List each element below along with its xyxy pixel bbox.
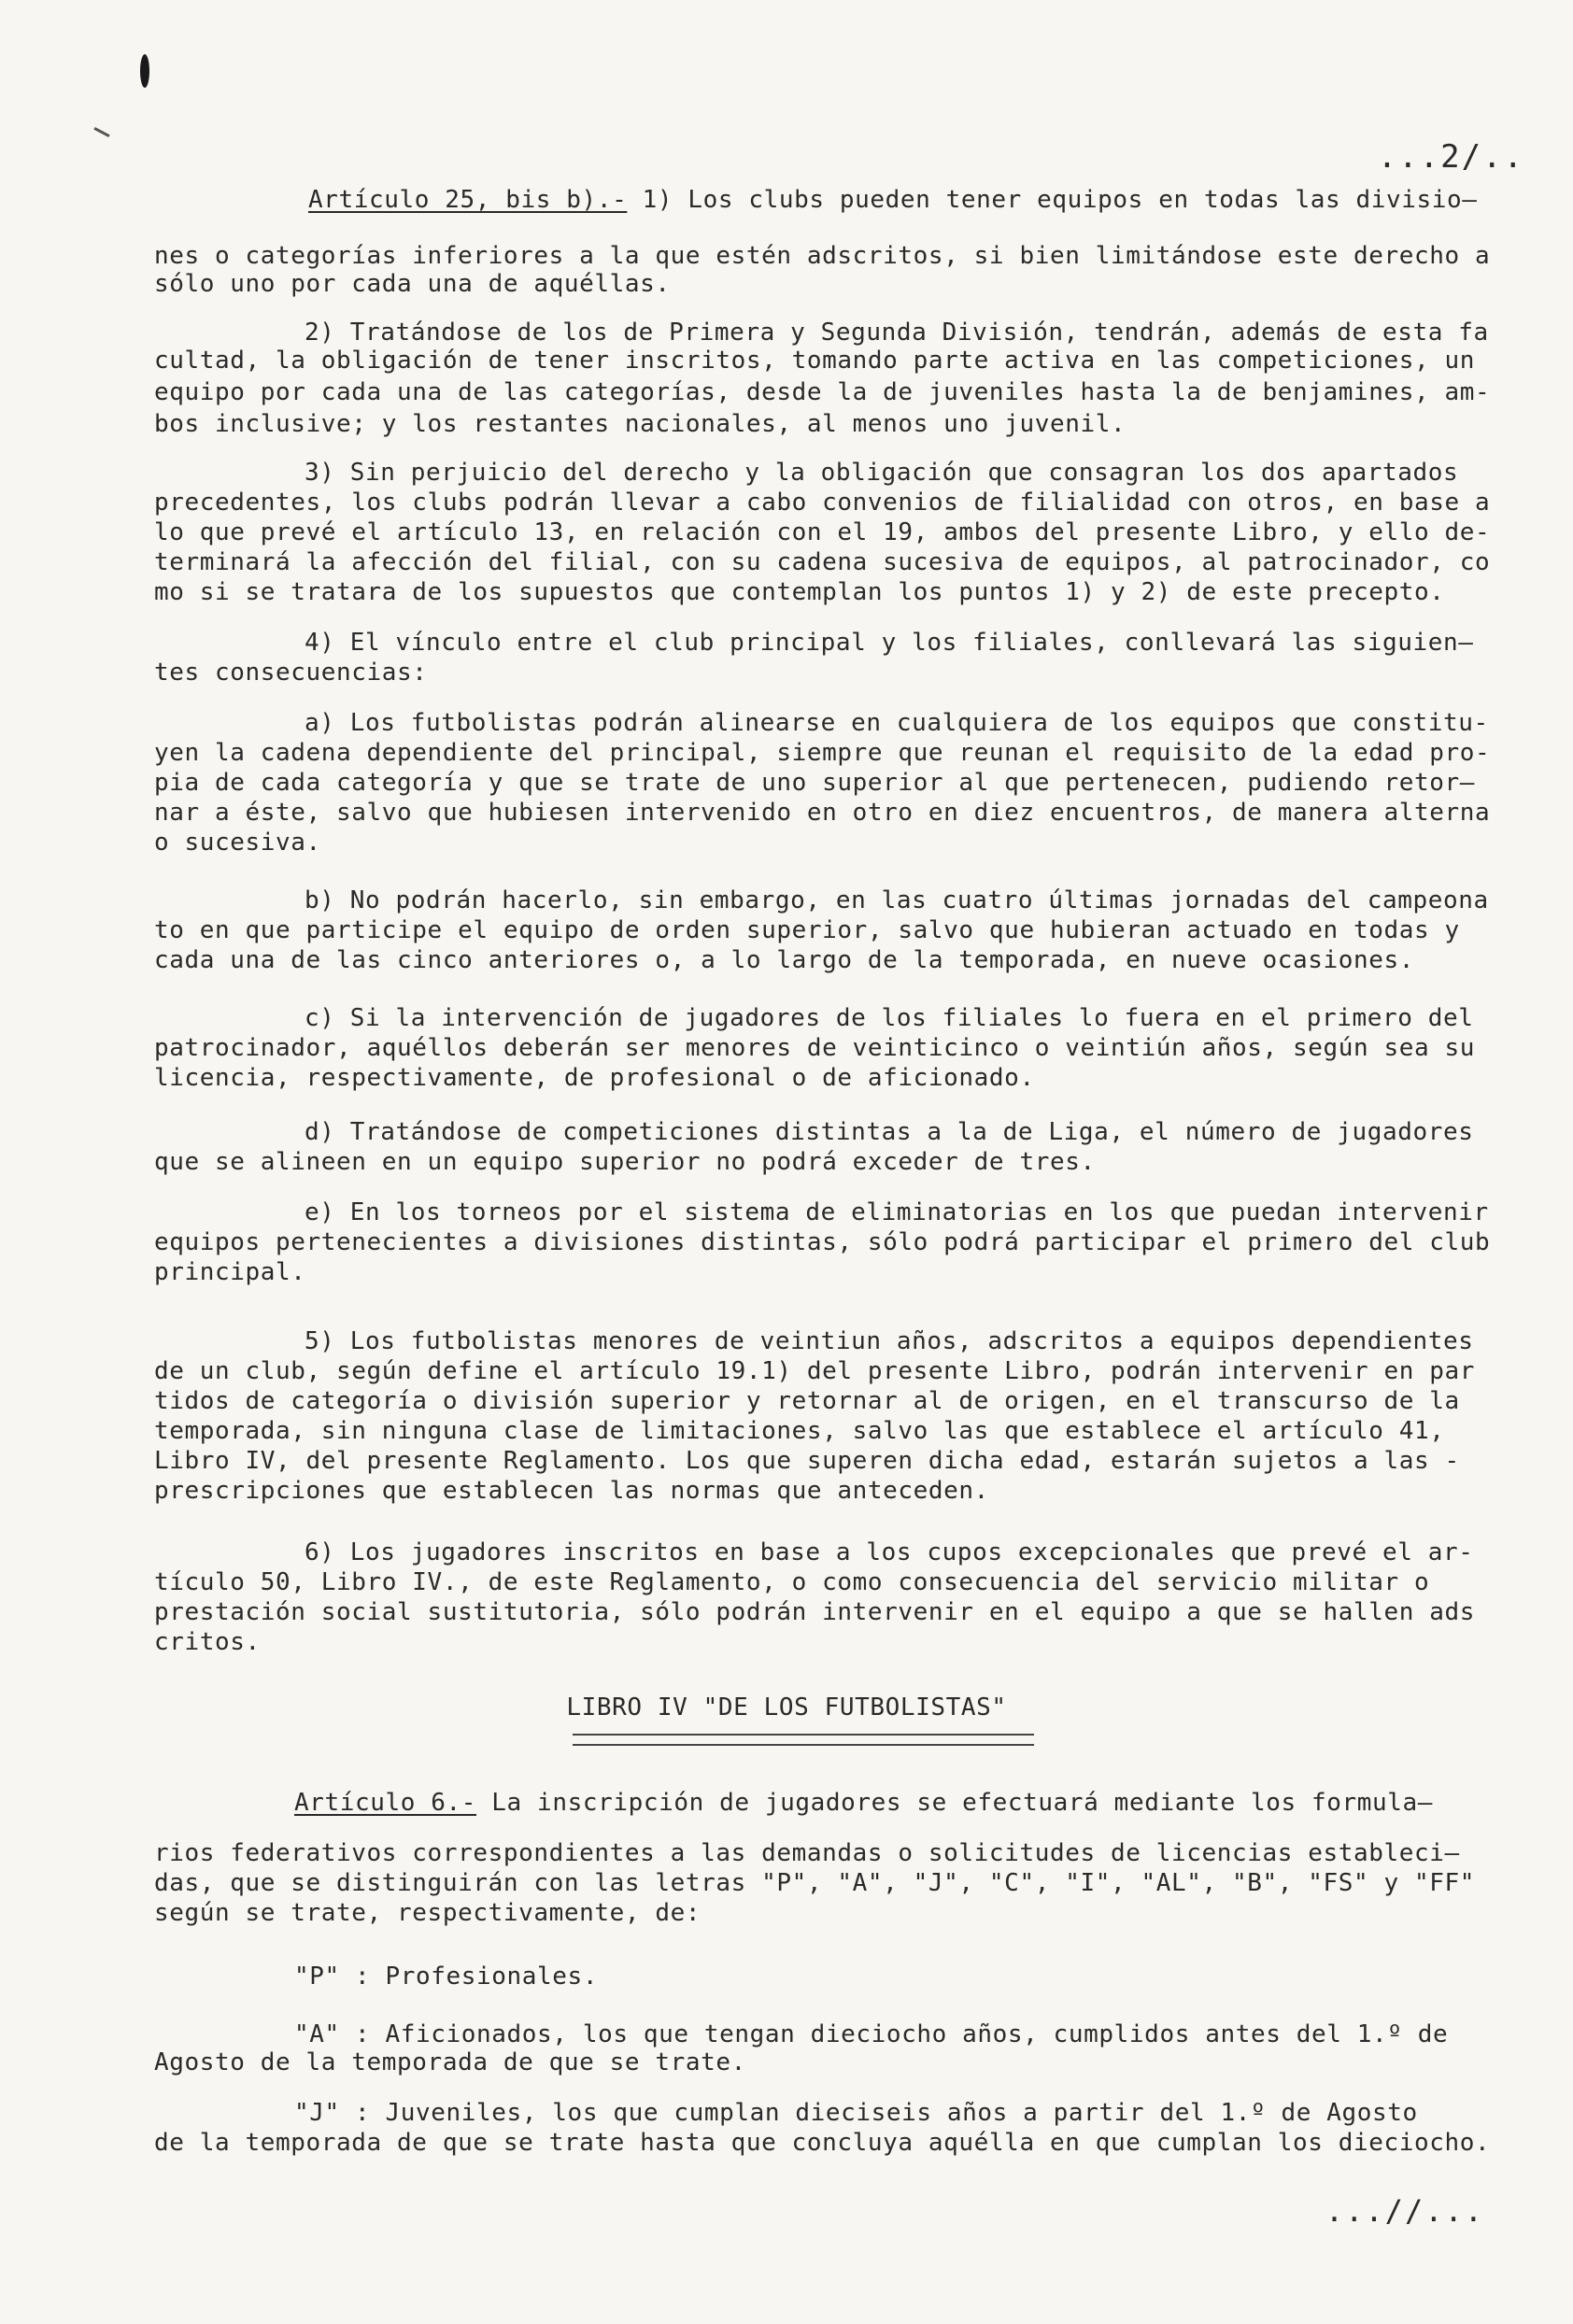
- text-line: de la temporada de que se trate hasta que concluya aquélla en que cumplan los dieciocho.: [154, 2129, 1491, 2157]
- text-line: o sucesiva.: [154, 829, 321, 857]
- text-line: 6) Los jugadores inscritos en base a los cupos excepcionales que prevé el ar-: [305, 1538, 1474, 1566]
- definition-line: "J" : Juveniles, los que cumplan dieciseis años a partir del 1.º de Agosto: [294, 2099, 1418, 2127]
- text-line: 5) Los futbolistas menores de veintiun años, adscritos a equipos dependientes: [305, 1327, 1474, 1355]
- text-line: tidos de categoría o división superior y retornar al de origen, en el transcurso de la: [154, 1387, 1460, 1415]
- page-marker: ...2/..: [1377, 138, 1524, 176]
- text-line: cultad, la obligación de tener inscritos, tomando parte activa en las competiciones, un: [154, 347, 1476, 375]
- heading-double-underline: [573, 1734, 1034, 1746]
- continuation-marker: ...//...: [1325, 2193, 1484, 2229]
- text-line: de un club, según define el artículo 19.1) del presente Libro, podrán intervenir en par: [154, 1357, 1476, 1385]
- definition-line: "A" : Aficionados, los que tengan dieciocho años, cumplidos antes del 1.º de: [294, 2020, 1449, 2048]
- text-line: d) Tratándose de competiciones distintas a la de Liga, el número de jugadores: [305, 1118, 1474, 1146]
- text-line: sólo uno por cada una de aquéllas.: [154, 270, 671, 298]
- text-line: precedentes, los clubs podrán llevar a cabo convenios de filialidad con otros, en base a: [154, 489, 1491, 517]
- article-6-title: Artículo 6.-: [294, 1789, 477, 1817]
- text-line: Libro IV, del presente Reglamento. Los que superen dicha edad, estarán sujetos a las -: [154, 1447, 1460, 1475]
- article-25-first-line: [308, 185, 1523, 215]
- text-line: nes o categorías inferiores a la que estén adscritos, si bien limitándose este derecho a: [154, 242, 1491, 270]
- text-line: lo que prevé el artículo 13, en relación con el 19, ambos del presente Libro, y ello de-: [154, 518, 1491, 546]
- text-line: nar a éste, salvo que hubiesen intervenido en otro en diez encuentros, de manera alterna: [154, 799, 1491, 827]
- definition-line: "P" : Profesionales.: [294, 1963, 599, 1991]
- text-line: temporada, sin ninguna clase de limitaciones, salvo las que establece el artículo 41,: [154, 1417, 1445, 1445]
- article-6-first-line: [294, 1788, 1518, 1818]
- text-line: equipo por cada una de las categorías, desde la de juveniles hasta la de benjamines, am-: [154, 378, 1491, 406]
- text-line: equipos pertenecientes a divisiones distintas, sólo podrá participar el primero del club: [154, 1228, 1491, 1256]
- text-line: 4) El vínculo entre el club principal y los filiales, conllevará las siguien—: [305, 629, 1474, 657]
- text-line: patrocinador, aquéllos deberán ser menores de veinticinco o veintiún años, según sea su: [154, 1034, 1476, 1062]
- text-line: tículo 50, Libro IV., de este Reglamento, o como consecuencia del servicio militar o: [154, 1568, 1430, 1596]
- text-line: c) Si la intervención de jugadores de los filiales lo fuera en el primero del: [305, 1004, 1474, 1032]
- text-line: cada una de las cinco anteriores o, a lo largo de la temporada, en nueve ocasiones.: [154, 946, 1415, 974]
- text-line: licencia, respectivamente, de profesional o de aficionado.: [154, 1064, 1035, 1092]
- text-line: que se alineen en un equipo superior no podrá exceder de tres.: [154, 1148, 1096, 1176]
- ink-mark: [93, 127, 109, 137]
- text-line: b) No podrán hacerlo, sin embargo, en las cuatro últimas jornadas del campeona: [305, 886, 1489, 914]
- text-line: yen la cadena dependiente del principal, siempre que reunan el requisito de la edad pro-: [154, 739, 1491, 767]
- text-line: mo si se tratara de los supuestos que contemplan los puntos 1) y 2) de este precepto.: [154, 578, 1445, 606]
- text-line: bos inclusive; y los restantes nacionales, al menos uno juvenil.: [154, 410, 1127, 438]
- text-line: 1) Los clubs pueden tener equipos en todas las divisio—: [627, 186, 1478, 214]
- text-line: pia de cada categoría y que se trate de uno superior al que pertenecen, pudiendo retor—: [154, 769, 1476, 797]
- text-line: 2) Tratándose de los de Primera y Segunda División, tendrán, además de esta fa: [305, 319, 1489, 347]
- text-line: prescripciones que establecen las normas que anteceden.: [154, 1477, 989, 1505]
- text-line: terminará la afección del filial, con su cadena sucesiva de equipos, al patrocinador, co: [154, 548, 1491, 576]
- text-line: La inscripción de jugadores se efectuará mediante los formula—: [476, 1789, 1434, 1817]
- text-line: critos.: [154, 1628, 261, 1656]
- article-25-title: Artículo 25, bis b).-: [308, 186, 628, 214]
- text-line: a) Los futbolistas podrán alinearse en cualquiera de los equipos que constitu-: [305, 709, 1489, 737]
- text-line: 3) Sin perjuicio del derecho y la obligación que consagran los dos apartados: [305, 459, 1459, 487]
- text-line: rios federativos correspondientes a las demandas o solicitudes de licencias estableci—: [154, 1839, 1460, 1867]
- text-line: principal.: [154, 1258, 306, 1286]
- text-line: to en que participe el equipo de orden superior, salvo que hubieran actuado en todas y: [154, 916, 1460, 944]
- text-line: según se trate, respectivamente, de:: [154, 1899, 701, 1927]
- text-line: prestación social sustitutoria, sólo podrán intervenir en el equipo a que se hallen ads: [154, 1598, 1476, 1626]
- text-line: tes consecuencias:: [154, 659, 428, 687]
- text-line: e) En los torneos por el sistema de eliminatorias en los que puedan intervenir: [305, 1198, 1489, 1226]
- text-line: Agosto de la temporada de que se trate.: [154, 2048, 746, 2076]
- ink-blot: [140, 54, 149, 88]
- section-heading: LIBRO IV "DE LOS FUTBOLISTAS": [566, 1693, 1007, 1722]
- text-line: das, que se distinguirán con las letras "P", "A", "J", "C", "I", "AL", "B", "FS" y "FF": [154, 1869, 1476, 1897]
